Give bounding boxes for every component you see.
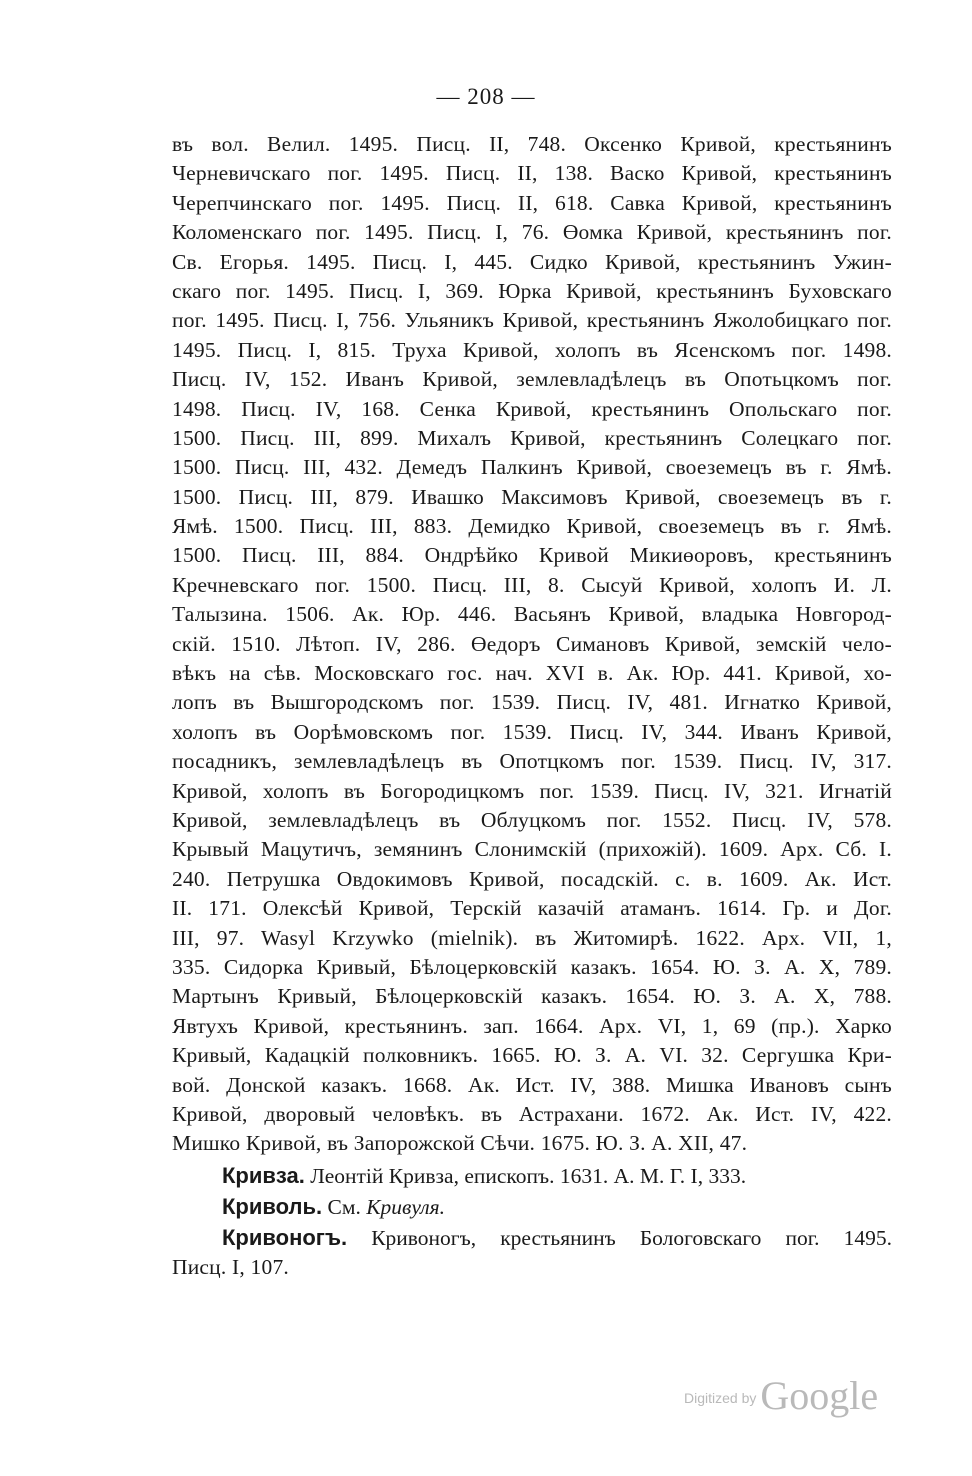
google-logo: Google xyxy=(760,1373,879,1418)
entry-headword: Кривоногъ. xyxy=(222,1225,348,1251)
body-line: Талызина. 1506. Ак. Юр. 446. Васьянъ Кривой, владыка Новгород- xyxy=(172,602,892,627)
body-line: Кречневскаго пог. 1500. Писц. III, 8. Сысуй Кривой, холопъ И. Л. xyxy=(172,572,892,597)
body-line: скаго пог. 1495. Писц. I, 369. Юрка Кривой, крестьянинъ Буховскаго xyxy=(172,278,892,303)
body-line: Мартынъ Кривый, Бѣлоцерковскій казакъ. 1654. Ю. З. А. X, 788. xyxy=(172,984,892,1009)
body-line: Кривой, землевладѣлецъ въ Облуцкомъ пог. 1552. Писц. IV, 578. xyxy=(172,807,892,832)
body-line: вой. Донской казакъ. 1668. Ак. Ист. IV, 388. Мишка Ивановъ сынъ xyxy=(172,1072,892,1097)
body-line: 335. Сидорка Кривый, Бѣлоцерковскій казакъ. 1654. Ю. З. А. X, 789. xyxy=(172,954,892,979)
body-line: 1500. Писц. III, 879. Ивашко Максимовъ Кривой, своеземецъ въ г. xyxy=(172,484,892,509)
watermark-digitized-text: Digitized by xyxy=(684,1390,757,1406)
body-line: 240. Петрушка Овдокимовъ Кривой, посадскій. с. в. 1609. Ак. Ист. xyxy=(172,866,892,891)
body-line: 1495. Писц. I, 815. Труха Кривой, холопъ въ Ясенскомъ пог. 1498. xyxy=(172,337,892,362)
body-line: Черепчинскаго пог. 1495. Писц. II, 618. Савка Кривой, крестьянинъ xyxy=(172,190,892,215)
body-line: Ямѣ. 1500. Писц. III, 883. Демидко Кривой, своеземецъ въ г. Ямѣ. xyxy=(172,514,892,539)
body-line: Явтухъ Кривой, крестьянинъ. зап. 1664. Арх. VI, 1, 69 (пр.). Харко xyxy=(172,1013,892,1038)
body-line: Коломенскаго пог. 1495. Писц. I, 76. Өомка Кривой, крестьянинъ пог. xyxy=(172,220,892,245)
entry-continuation: Писц. I, 107. xyxy=(172,1254,289,1279)
body-line: Писц. IV, 152. Иванъ Кривой, землевладѣлецъ въ Опотьцкомъ пог. xyxy=(172,367,892,392)
entry-cross-reference: Кривуля. xyxy=(366,1195,446,1220)
body-line: 1500. Писц. III, 432. Демедъ Палкинъ Кривой, своеземецъ въ г. Ямѣ. xyxy=(172,455,892,480)
body-line: 1498. Писц. IV, 168. Сенка Кривой, крестьянинъ Опольскаго пог. xyxy=(172,396,892,421)
body-line: Кривой, дворовый человѣкъ. въ Астрахани. 1672. Ак. Ист. IV, 422. xyxy=(172,1101,892,1126)
body-line: III, 97. Wasyl Krzywko (mielnik). въ Житомирѣ. 1622. Арх. VII, 1, xyxy=(172,925,892,950)
entry-krivza xyxy=(172,1161,892,1190)
body-line: Кривой, холопъ въ Богородицкомъ пог. 1539. Писц. IV, 321. Игнатій xyxy=(172,778,892,803)
body-line: 1500. Писц. III, 899. Михалъ Кривой, крестьянинъ Солецкаго пог. xyxy=(172,425,892,450)
entry-text: См. xyxy=(327,1195,361,1220)
body-line: скій. 1510. Лѣтоп. IV, 286. Өедоръ Симановъ Кривой, земскій чело- xyxy=(172,631,892,656)
body-line: 1500. Писц. III, 884. Ондрѣйко Кривой Микиөоровъ, крестьянинъ xyxy=(172,543,892,568)
entry-krivonog xyxy=(172,1223,892,1282)
entry-text: Кривоногъ, крестьянинъ Бологовскаго пог. 1495. xyxy=(371,1226,892,1251)
page-number: — 208 — xyxy=(436,84,536,109)
body-line: Мишко Кривой, въ Запорожской Сѣчи. 1675. Ю. З. А. XII, 47. xyxy=(172,1131,748,1156)
body-line: лопъ въ Вышгородскомъ пог. 1539. Писц. IV, 481. Игнатко Кривой, xyxy=(172,690,892,715)
entry-headword: Кривза. xyxy=(222,1162,305,1188)
entry-text: Леонтій Кривза, епископъ. 1631. А. М. Г. I, 333. xyxy=(310,1163,747,1188)
digitized-by-watermark xyxy=(684,1372,878,1419)
body-line: пог. 1495. Писц. I, 756. Ульяникъ Кривой, крестьянинъ Яжолобицкаго пог. xyxy=(172,308,892,333)
body-line: посадникъ, землевладѣлецъ въ Опотцкомъ пог. 1539. Писц. IV, 317. xyxy=(172,749,892,774)
body-line: Крывый Мацутичъ, земянинъ Слонимскій (прихожій). 1609. Арх. Сб. I. xyxy=(172,837,892,862)
body-line: въ вол. Велил. 1495. Писц. II, 748. Оксенко Кривой, крестьянинъ xyxy=(172,132,892,156)
text-body xyxy=(172,130,892,1282)
entry-krivol xyxy=(172,1192,892,1221)
entry-headword: Криволь. xyxy=(222,1194,323,1220)
body-line: холопъ въ Оорѣмовскомъ пог. 1539. Писц. IV, 344. Иванъ Кривой, xyxy=(172,719,892,744)
body-line: Черневичскаго пог. 1495. Писц. II, 138. Васко Кривой, крестьянинъ xyxy=(172,161,892,186)
body-line: Кривый, Кадацкій полковникъ. 1665. Ю. З. А. VI. 32. Сергушка Кри- xyxy=(172,1043,892,1068)
body-line: вѣкъ на сѣв. Московскаго гос. нач. XVI в. Ак. Юр. 441. Кривой, хо- xyxy=(172,661,892,686)
body-line: Св. Егорья. 1495. Писц. I, 445. Сидко Кривой, крестьянинъ Ужин- xyxy=(172,249,892,274)
body-line: II. 171. Олексѣй Кривой, Терскій казачій атаманъ. 1614. Гр. и Дог. xyxy=(172,896,892,921)
